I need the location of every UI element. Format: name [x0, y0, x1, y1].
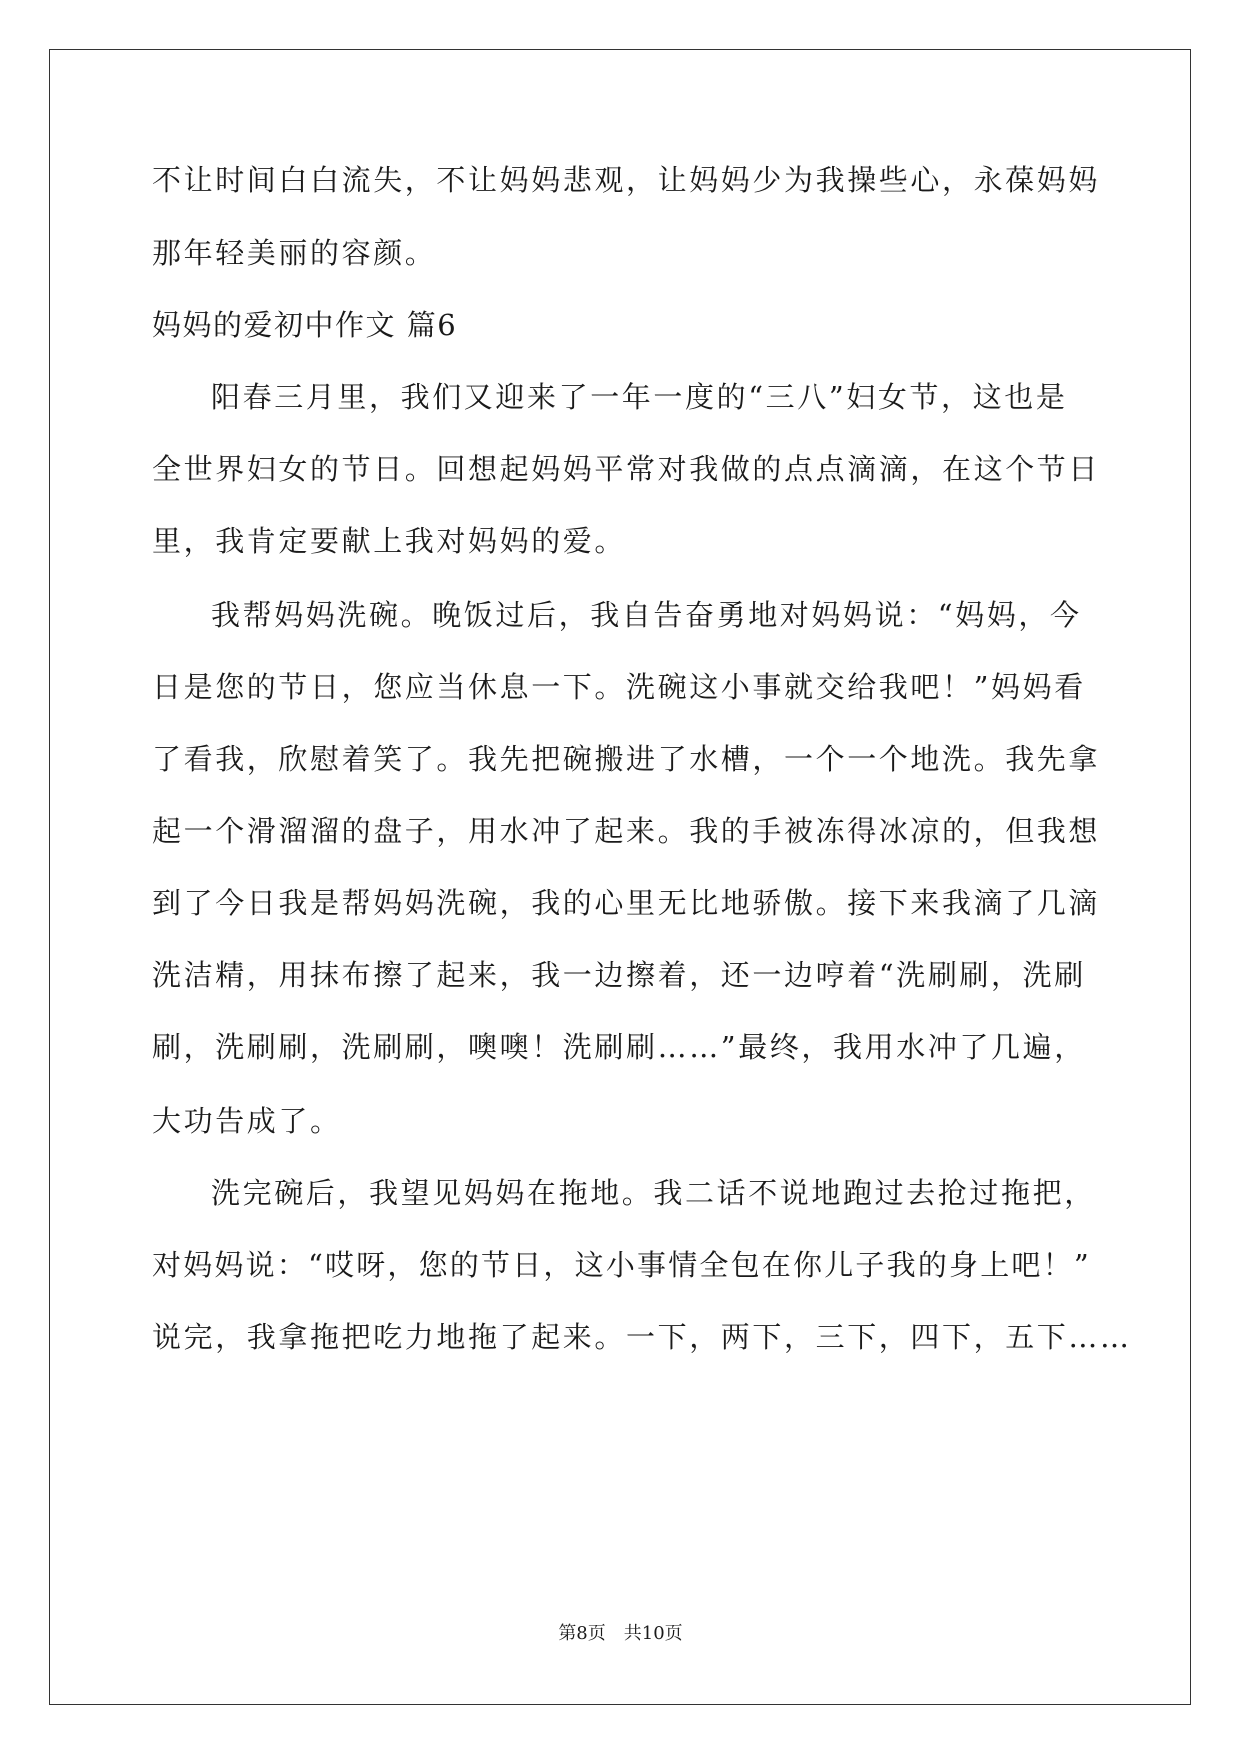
text-line: 全世界妇女的节日。回想起妈妈平常对我做的点点滴滴，在这个节日: [152, 452, 1101, 486]
text-line: 对妈妈说：“哎呀，您的节日，这小事情全包在你儿子我的身上吧！”: [152, 1248, 1091, 1282]
text-line: 那年轻美丽的容颜。: [152, 236, 437, 270]
text-line: 大功告成了。: [152, 1104, 342, 1138]
text-line: 里，我肯定要献上我对妈妈的爱。: [152, 524, 627, 558]
text-line: 了看我，欣慰着笑了。我先把碗搬进了水槽，一个一个地洗。我先拿: [152, 742, 1101, 776]
page-border: [49, 49, 1191, 1705]
text-line: 日是您的节日，您应当休息一下。洗碗这小事就交给我吧！”妈妈看: [152, 670, 1086, 704]
text-line: 到了今日我是帮妈妈洗碗，我的心里无比地骄傲。接下来我滴了几滴: [152, 886, 1101, 920]
page-number-current: 第8页: [558, 1623, 606, 1644]
paragraph-first-line: 洗完碗后，我望见妈妈在拖地。我二话不说地跑过去抢过拖把，: [211, 1176, 1096, 1210]
paragraph-first-line: 我帮妈妈洗碗。晚饭过后，我自告奋勇地对妈妈说：“妈妈，今: [211, 598, 1082, 632]
text-line: 洗洁精，用抹布擦了起来，我一边擦着，还一边哼着“洗刷刷，洗刷: [152, 958, 1086, 992]
section-heading: 妈妈的爱初中作文 篇6: [152, 308, 458, 342]
text-line: 不让时间白白流失，不让妈妈悲观，让妈妈少为我操些心，永葆妈妈: [152, 163, 1101, 197]
page-footer: [0, 1622, 1241, 1646]
paragraph-first-line: 阳春三月里，我们又迎来了一年一度的“三八”妇女节，这也是: [211, 380, 1068, 414]
text-line: 刷，洗刷刷，洗刷刷，噢噢！洗刷刷……”最终，我用水冲了几遍，: [152, 1030, 1086, 1064]
page-number-total: 共10页: [623, 1623, 683, 1644]
text-line: 起一个滑溜溜的盘子，用水冲了起来。我的手被冻得冰凉的，但我想: [152, 814, 1101, 848]
text-line: 说完，我拿拖把吃力地拖了起来。一下，两下，三下，四下，五下……: [152, 1320, 1132, 1354]
